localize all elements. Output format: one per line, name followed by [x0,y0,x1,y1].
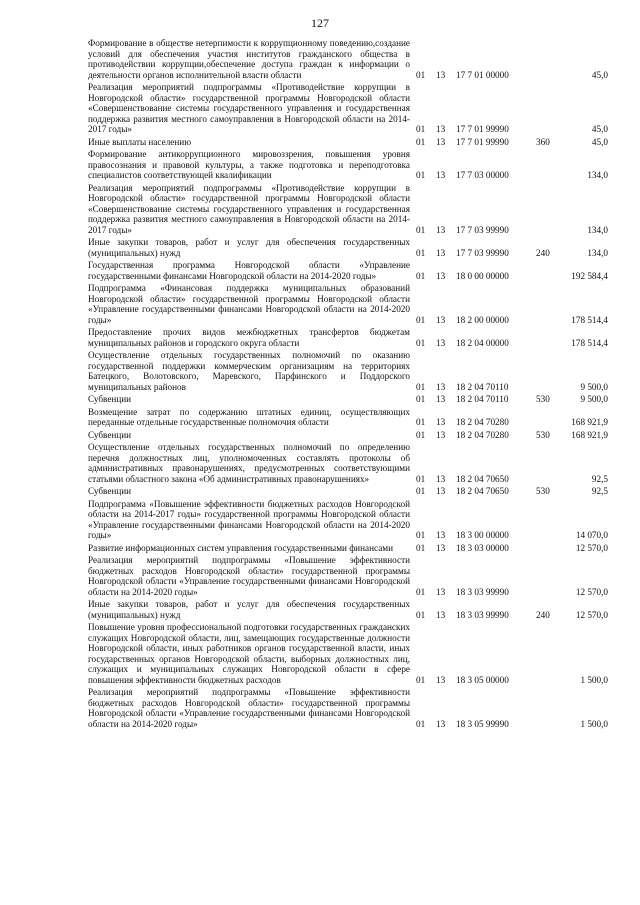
table-row [88,137,608,148]
table-row [88,149,608,181]
row-section-code: 01 [416,429,426,440]
row-subsection-code: 13 [436,381,446,392]
table-row [88,327,608,348]
table-row [88,407,608,428]
row-description: Возмещение затрат по содержанию штатных единиц, осуществляющих переданные отдельные государственные полномочия области [88,406,410,427]
row-description: Иные закупки товаров, работ и услуг для обеспечения государственных (муниципальных) нужд [88,237,410,258]
row-expense-type: 530 [536,429,550,440]
row-target-article: 18 3 03 99990 [456,586,509,597]
row-section-code: 01 [416,674,426,685]
row-amount: 14 070,0 [575,530,608,540]
row-expense-type: 240 [536,609,550,620]
row-description: Иные выплаты населению [88,136,192,147]
row-target-article: 18 2 00 00000 [456,314,509,325]
row-subsection-code: 13 [436,473,446,484]
table-row [88,350,608,392]
row-amount: 1 500,0 [580,674,608,685]
row-amount: 45,0 [591,136,608,147]
row-section-code: 01 [416,486,426,496]
row-section-code: 01 [416,417,426,427]
row-subsection-code: 13 [436,224,446,235]
row-amount: 12 570,0 [575,542,608,553]
row-description: Осуществление отдельных государственных полномочий по оказанию государственной поддержки коммерческим организациям на территориях Батецкого, Волотовского, Маревского, Парфинского и Поддорского муниципальных районов [88,350,410,392]
table-row [88,430,608,441]
row-target-article: 17 7 03 00000 [456,170,509,180]
table-row [88,394,608,405]
row-subsection-code: 13 [436,124,446,134]
row-description: Реализация мероприятий подпрограммы «Противодействие коррупции в Новгородской области» государственной программы Новгородской области «Совершенствование системы государственного управления и государственная поддержка развития местного самоуправления в Новгородской области на 2014-2017 годы» [88,82,410,134]
row-target-article: 18 2 04 00000 [456,337,509,348]
row-description: Повышение уровня профессиональной подготовки государственных гражданских служащих Новгородской области, лиц, замещающих государственные должности Новгородской области, иных работников органов государственной власти, иных государственных органов Новгородской области, выборных должностных лиц, служащих и муниципальных служащих Новгородской области в сфере повышения эффективности бюджетных расходов [88,622,410,685]
row-description: Реализация мероприятий подпрограммы «Повышение эффективности бюджетных расходов Новгородской области» государственной программы Новгородской области «Управление государственными финансами Новгородской области на 2014-2020 годы» [88,555,410,597]
row-target-article: 18 2 04 70650 [456,473,509,484]
row-amount: 9 500,0 [580,381,608,392]
row-target-article: 18 2 04 70280 [456,417,509,427]
row-target-article: 17 7 03 99990 [456,247,509,258]
row-subsection-code: 13 [436,337,446,348]
row-section-code: 01 [416,530,426,540]
row-description: Субвенции [88,429,132,440]
row-expense-type: 240 [536,247,550,258]
row-subsection-code: 13 [436,586,446,597]
row-target-article: 18 3 05 99990 [456,718,509,729]
row-subsection-code: 13 [436,674,446,685]
row-target-article: 17 7 01 99990 [456,124,509,134]
table-row [88,622,608,685]
row-section-code: 01 [416,542,426,553]
row-section-code: 01 [416,224,426,235]
row-subsection-code: 13 [436,136,446,147]
row-amount: 134,0 [587,224,608,235]
row-description: Иные закупки товаров, работ и услуг для обеспечения государственных (муниципальных) нужд [88,599,410,620]
table-row [88,260,608,281]
row-description: Реализация мероприятий подпрограммы «Повышение эффективности бюджетных расходов Новгородской области» государственной программы Новгородской области «Управление государственными финансами Новгородской области на 2014-2020 годы» [88,687,410,729]
row-subsection-code: 13 [436,609,446,620]
row-amount: 12 570,0 [575,609,608,620]
row-subsection-code: 13 [436,417,446,427]
row-subsection-code: 13 [436,542,446,553]
row-subsection-code: 13 [436,170,446,180]
row-section-code: 01 [416,170,426,180]
budget-table [88,38,608,731]
row-target-article: 18 3 03 99990 [456,609,509,620]
row-section-code: 01 [416,136,426,147]
row-description: Осуществление отдельных государственных полномочий по определению перечня должностных лиц, уполномоченных составлять протоколы об административных правонарушениях, предусмотренных соответствующими статьями областного закона «Об административных правонарушениях» [88,442,410,484]
row-target-article: 17 7 01 00000 [456,69,509,80]
row-section-code: 01 [416,247,426,258]
row-section-code: 01 [416,69,426,80]
row-target-article: 18 2 04 70280 [456,429,509,440]
row-section-code: 01 [416,609,426,620]
row-target-article: 18 2 04 70650 [456,486,509,496]
row-section-code: 01 [416,337,426,348]
row-amount: 45,0 [591,69,608,80]
row-target-article: 17 7 01 99990 [456,136,509,147]
row-section-code: 01 [416,586,426,597]
table-row [88,82,608,135]
row-section-code: 01 [416,270,426,281]
row-description: Субвенции [88,486,132,496]
row-subsection-code: 13 [436,486,446,496]
table-row [88,555,608,597]
row-description: Формирование в обществе нетерпимости к коррупционному поведению,создание условий для обеспечения участия институтов гражданского общества в противодействии коррупции,обеспечение доступа граждан к информации о деятельности органов исполнительной власти области [88,38,410,80]
row-section-code: 01 [416,718,426,729]
row-target-article: 18 3 00 00000 [456,530,509,540]
table-row [88,183,608,236]
row-target-article: 18 3 03 00000 [456,542,509,553]
row-section-code: 01 [416,394,426,404]
row-description: Государственная программа Новгородской области «Управление государственными финансами Новгородской области на 2014-2020 годы» [88,260,410,281]
row-amount: 1 500,0 [580,718,608,729]
row-expense-type: 530 [536,486,550,496]
row-target-article: 18 2 04 70110 [456,394,509,404]
row-amount: 178 514,4 [571,314,608,325]
row-amount: 134,0 [587,247,608,258]
row-expense-type: 530 [536,394,550,404]
row-amount: 45,0 [591,124,608,134]
row-amount: 168 921,9 [571,417,608,427]
row-amount: 134,0 [587,170,608,180]
row-section-code: 01 [416,381,426,392]
table-row [88,499,608,541]
row-subsection-code: 13 [436,530,446,540]
row-section-code: 01 [416,124,426,134]
row-section-code: 01 [416,473,426,484]
row-subsection-code: 13 [436,247,446,258]
row-subsection-code: 13 [436,270,446,281]
table-row [88,38,608,80]
row-subsection-code: 13 [436,718,446,729]
table-row [88,543,608,554]
row-expense-type: 360 [536,136,550,147]
table-row [88,283,608,325]
row-amount: 12 570,0 [575,586,608,597]
table-row [88,486,608,497]
row-amount: 92,5 [591,473,608,484]
row-target-article: 17 7 03 99990 [456,224,509,235]
row-section-code: 01 [416,314,426,325]
row-subsection-code: 13 [436,429,446,440]
row-target-article: 18 2 04 70110 [456,381,509,392]
table-row [88,687,608,729]
row-description: Подпрограмма «Повышение эффективности бюджетных расходов Новгородской области на 2014-2017 годы» государственной программы Новгородской области «Управление государственными финансами Новгородской области на 2014-2020 годы» [88,498,410,540]
row-amount: 178 514,4 [571,337,608,348]
table-row [88,442,608,484]
row-amount: 9 500,0 [580,394,608,404]
table-row [88,599,608,620]
row-subsection-code: 13 [436,314,446,325]
row-amount: 192 584,4 [571,270,608,281]
row-description: Развитие информационных систем управления государственными финансами [88,542,394,553]
row-target-article: 18 3 05 00000 [456,674,509,685]
row-amount: 168 921,9 [571,429,608,440]
table-row [88,237,608,258]
row-description: Субвенции [88,394,132,404]
page-number: 127 [311,16,329,30]
row-description: Формирование антикоррупционного мировоззрения, повышения уровня правосознания и правовой культуры, а также подготовка и переподготовка специалистов соответствующей квалификации [88,149,410,180]
row-target-article: 18 0 00 00000 [456,270,509,281]
row-description: Подпрограмма «Финансовая поддержка муниципальных образований Новгородской области» государственной программы Новгородской области «Управление государственными финансами Новгородской области на 2014-2020 годы» [88,283,410,325]
row-amount: 92,5 [591,486,608,496]
row-subsection-code: 13 [436,394,446,404]
row-description: Предоставление прочих видов межбюджетных трансфертов бюджетам муниципальных районов и городского округа области [88,327,410,348]
row-description: Реализация мероприятий подпрограммы «Противодействие коррупции в Новгородской области» государственной программы Новгородской области «Совершенствование системы государственного управления и государственная поддержка развития местного самоуправления в Новгородской области на 2014-2017 годы» [88,182,410,235]
row-subsection-code: 13 [436,69,446,80]
